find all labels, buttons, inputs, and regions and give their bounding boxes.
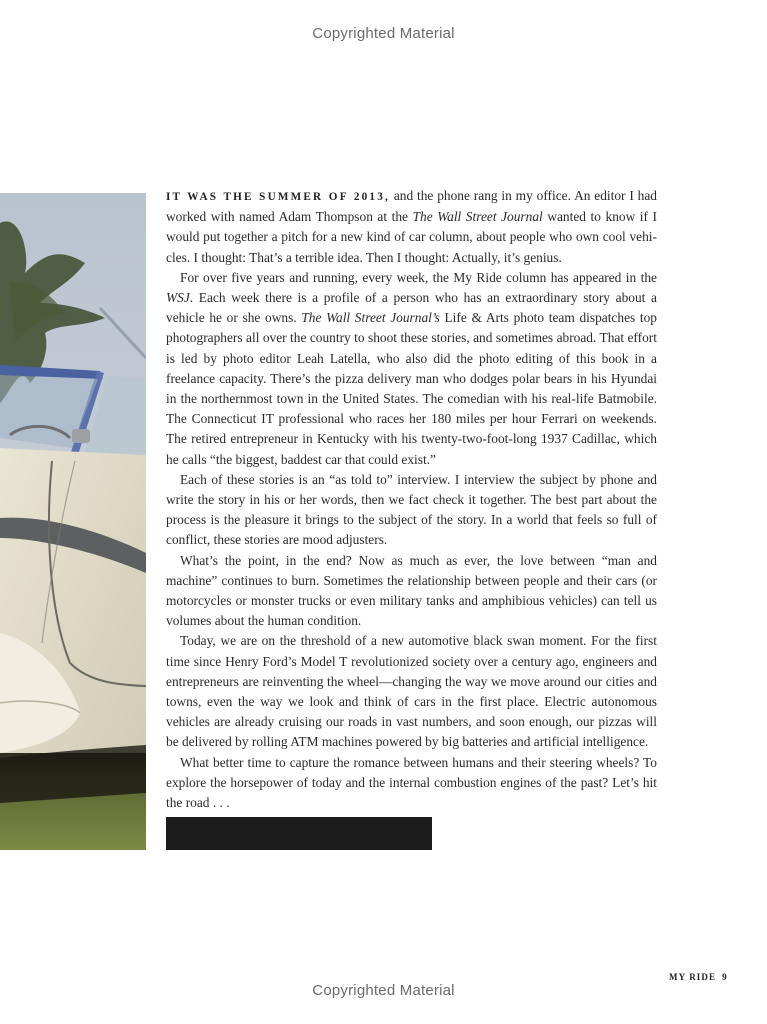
convertible-car-image [0,193,146,850]
copyright-watermark-bottom: Copyrighted Material [312,982,455,999]
redaction-block [166,817,432,850]
text-run: and the phone rang in my office. An editor I had worked with named Adam Thompson at the [166,188,657,225]
text-run: What better time to capture the romance between humans and their steering wheels? To explore the horsepower of today and the internal combustion engines of the past? Let’s hit the road . . . [166,754,657,811]
copyright-watermark-top: Copyrighted Material [312,25,455,42]
car-photo [0,193,146,850]
text-run: Life & Arts photo team dispatches top photographers all over the country to shoot these stories, and sometimes abroad. That effort is led by photo editor Leah Latella, who also did the photo editing of this book in a freelance capacity. There’s the pizza delivery man who dodges polar bears in his Hyundai in the northernmost town in the United States. The comedian with his real-life Batmobile. The Connecticut IT professional who races her 180 miles per hour Ferrari on weekends. The retired entrepreneur in Kentucky with his twenty-two-foot-long 1937 Cadillac, which he calls “the biggest, baddest car that could exist.” [166,310,658,467]
text-run: For over five years and running, every week, the My Ride column has appeared in the [180,269,657,285]
text-run: Each of these stories is an “as told to” interview. I interview the subject by phone and write the story in his or her words, then we fact check it together. The best part about the process is the pleasure it brings to the subject of the story. In a world that feels so full of conflict, these stories are mood adjusters. [166,471,657,548]
paragraph-3 [166,470,657,551]
lead-in: IT WAS THE SUMMER OF 2013, [166,191,390,203]
text-run: What’s the point, in the end? Now as much as ever, the love between “man and machine” continues to burn. Sometimes the relationship between people and their cars (or motorcycles or monster trucks or even military tanks and amphibious vehicles) can tell us volumes about the human condition. [166,552,657,629]
text-run: . Each week there is a profile of a person who has an extraordinary story about a vehicle he or she owns. [166,290,657,326]
paragraph-4 [166,551,657,632]
paragraph-6 [166,753,657,814]
page-number: 9 [722,972,728,982]
publication-title: The Wall Street Journal’s [301,310,440,326]
text-run: Today, we are on the threshold of a new automotive black swan moment. For the first time since Henry Ford’s Model T revolutionized society over a century ago, engineers and entrepreneurs are reinventing the wheel—changing the way we move around our cities and towns, even the way we look and think of cars in the first place. Electric autonomous vehicles are already cruising our roads in vast numbers, and soon enough, our pizzas will be delivered by rolling ATM machines powered by big batteries and artificial intelligence. [166,633,657,750]
text-run: wanted to know if I would put together a pitch for a new kind of car column, about people who own cool vehicles. I thought: That’s a terrible idea. Then I thought: Actually, it’s genius. [166,209,657,265]
article-body [166,186,657,813]
paragraph-5 [166,631,657,752]
publication-abbrev: WSJ [166,290,190,306]
paragraph-2 [166,268,657,470]
running-title: MY RIDE [669,972,717,982]
publication-title: The Wall Street Journal [412,209,543,225]
page-folio [669,972,728,982]
paragraph-1 [166,186,657,268]
